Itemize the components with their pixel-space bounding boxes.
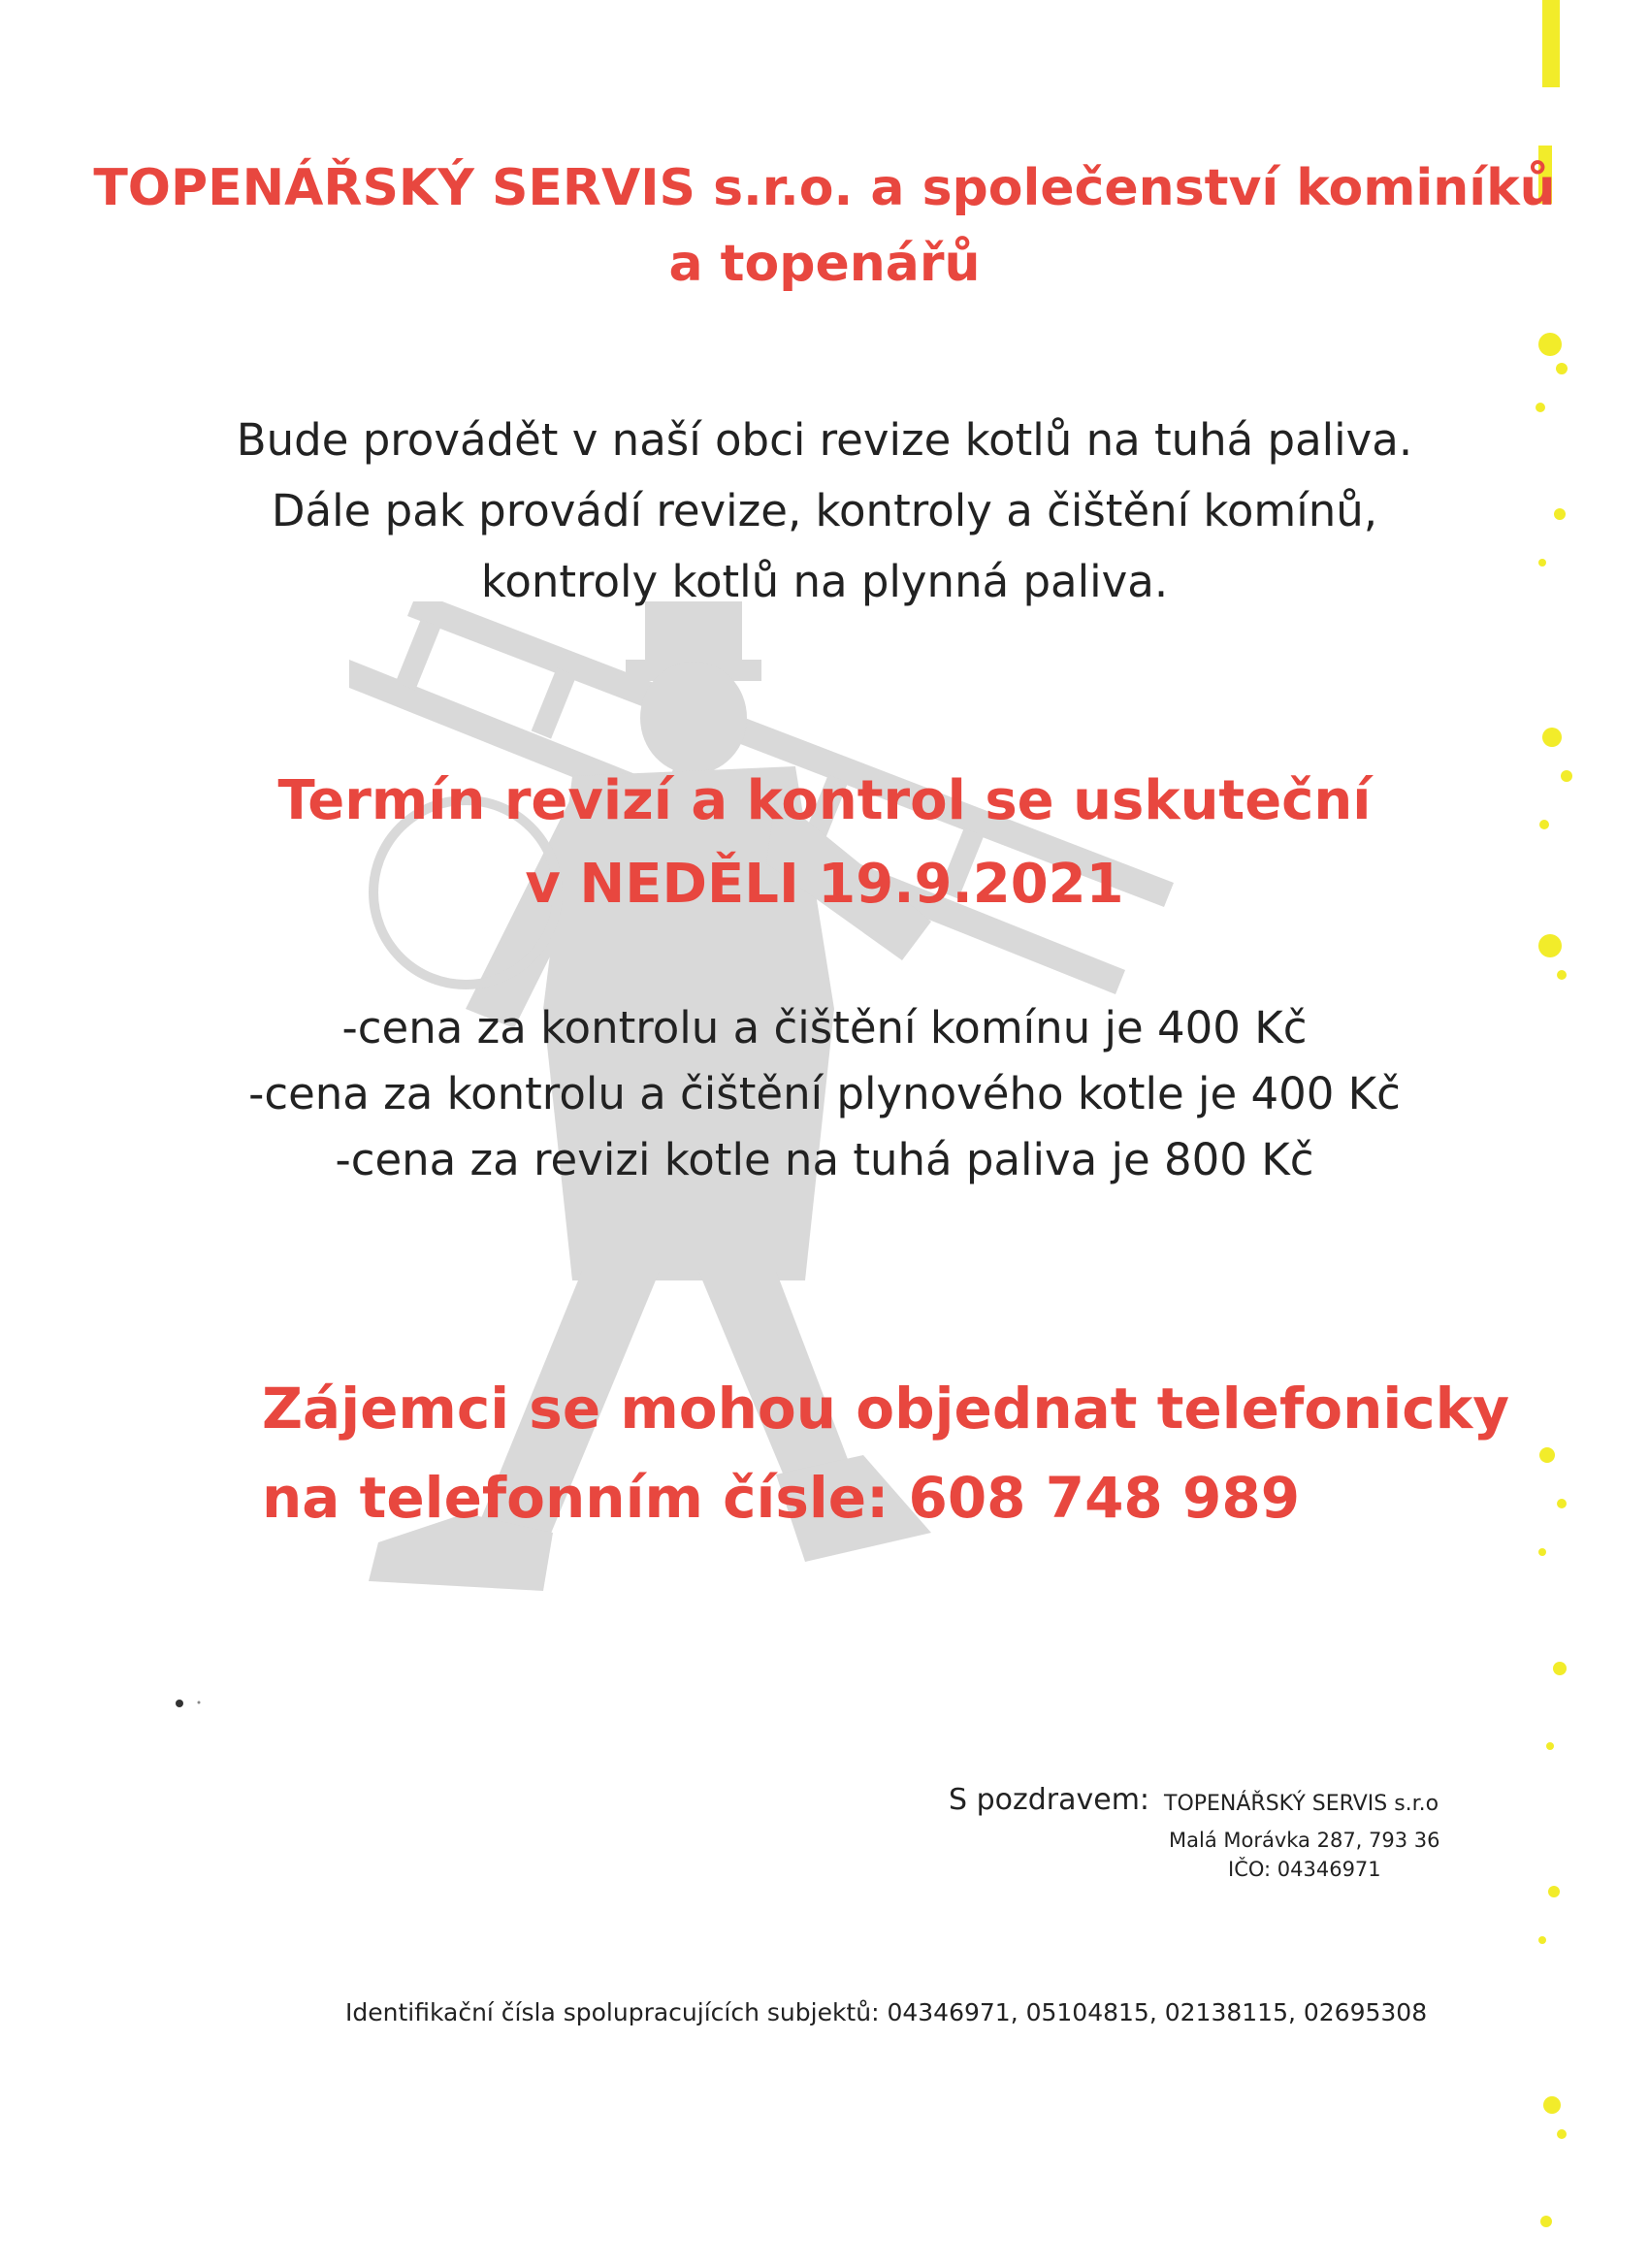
price-item-gas-boiler: -cena za kontrolu a čištění plynového kotle je 400 Kč xyxy=(248,1068,1401,1119)
signature-greeting: S pozdravem: xyxy=(949,1783,1150,1817)
term-announcement xyxy=(0,760,1649,926)
price-item-chimney: -cena za kontrolu a čištění komínu je 400 Kč xyxy=(341,1002,1308,1053)
intro-line-3: kontroly kotlů na plynná paliva. xyxy=(480,556,1169,607)
heading-line-1: TOPENÁŘSKÝ SERVIS s.r.o. a společenství kominíků xyxy=(93,159,1556,217)
footer-identification-numbers: Identifikační čísla spolupracujících subjektů: 04346971, 05104815, 02138115, 02695308 xyxy=(345,1998,1428,2026)
signature-ico: IČO: 04346971 xyxy=(1228,1858,1381,1881)
signature-company: TOPENÁŘSKÝ SERVIS s.r.o xyxy=(1164,1792,1439,1816)
signature-address: Malá Morávka 287, 793 36 xyxy=(1169,1829,1440,1852)
term-line-1: Termín revizí a kontrol se uskuteční xyxy=(277,769,1372,832)
intro-line-2: Dále pak provádí revize, kontroly a čištění komínů, xyxy=(271,485,1378,536)
intro-text xyxy=(0,405,1649,617)
contact-line-1: Zájemci se mohou objednat telefonicky xyxy=(262,1376,1509,1442)
price-list xyxy=(0,995,1649,1193)
intro-line-1: Bude provádět v naší obci revize kotlů na tuhá paliva. xyxy=(236,414,1413,466)
contact-info xyxy=(262,1364,1509,1542)
term-line-2: v NEDĚLI 19.9.2021 xyxy=(525,853,1124,916)
heading-line-2: a topenářů xyxy=(668,235,981,293)
heading-title xyxy=(0,150,1649,302)
contact-phone-line: na telefonním čísle: 608 748 989 xyxy=(262,1465,1301,1531)
scan-specks xyxy=(170,1696,218,1711)
price-item-solid-fuel: -cena za revizi kotle na tuhá paliva je 800 Kč xyxy=(335,1134,1314,1185)
